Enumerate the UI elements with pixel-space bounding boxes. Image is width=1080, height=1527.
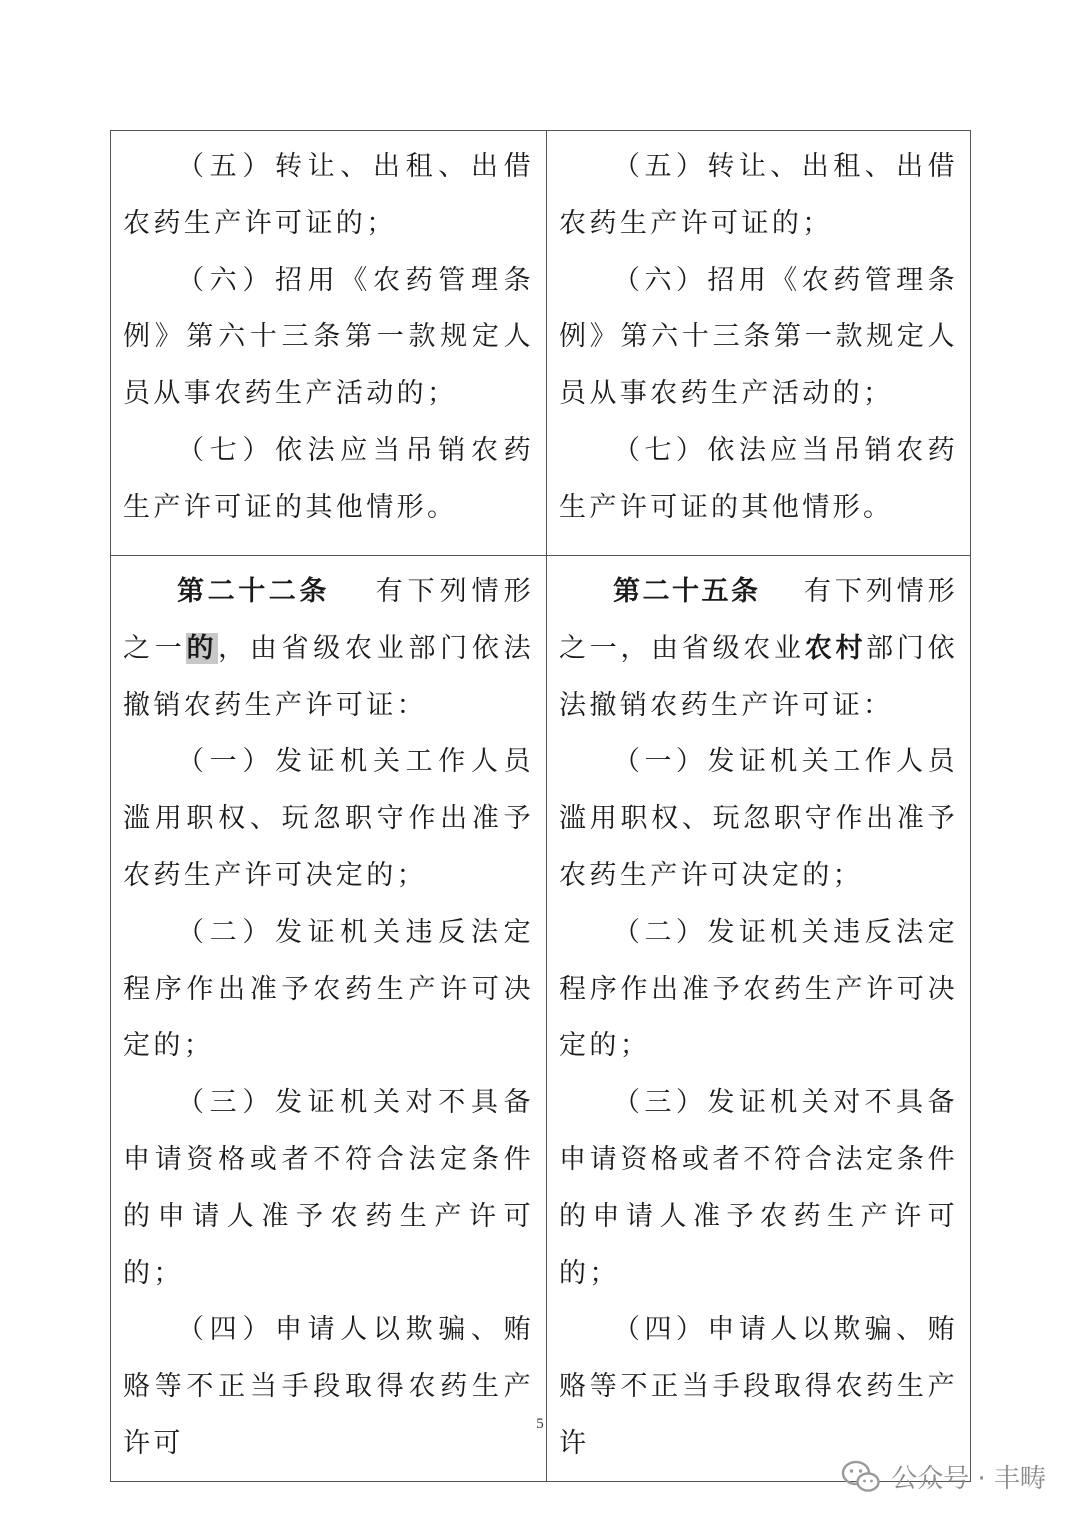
- article-intro: [559, 564, 958, 734]
- clause-item: （四）申请人以欺骗、贿赂等不正当手段取得农药生产许可: [123, 1314, 535, 1459]
- new-text-cell-lower: [547, 556, 971, 1482]
- clause-item: （五）转让、出租、出借农药生产许可证的；: [123, 151, 535, 239]
- new-text-cell-upper: [547, 131, 971, 556]
- article-intro-text-cont: 部门依法撤销农药生产许可证：: [559, 632, 958, 721]
- clause-item: （七）依法应当吊销农药生产许可证的其他情形。: [123, 434, 535, 523]
- clause-item: （六）招用《农药管理条例》第六十三条第一款规定人员从事农药生产活动的；: [123, 264, 535, 410]
- clause-item: （三）发证机关对不具备申请资格或者不符合法定条件的申请人准予农药生产许可的；: [123, 1087, 535, 1289]
- watermark-text: 公众号 · 丰畴: [891, 1464, 1046, 1494]
- old-text-cell-lower: [111, 556, 547, 1482]
- wechat-icon: [841, 1460, 881, 1494]
- table-row-lower: [111, 556, 971, 1482]
- watermark: [841, 1458, 1046, 1495]
- page-number: 5: [536, 1416, 544, 1432]
- clause-item: （七）依法应当吊销农药生产许可证的其他情形。: [559, 434, 958, 523]
- clause-item: （一）发证机关工作人员滥用职权、玩忽职守作出准予农药生产许可决定的；: [559, 746, 958, 891]
- old-text-cell-upper: [111, 131, 547, 556]
- clause-item: （一）发证机关工作人员滥用职权、玩忽职守作出准予农药生产许可决定的；: [123, 746, 535, 891]
- article-number: 第二十五条: [613, 576, 761, 607]
- table-row-upper: [111, 131, 971, 556]
- highlighted-deletion: 的: [186, 632, 219, 664]
- clause-item: （二）发证机关违反法定程序作出准予农药生产许可决定的；: [559, 916, 958, 1062]
- clause-item: （二）发证机关违反法定程序作出准予农药生产许可决定的；: [123, 916, 535, 1062]
- clause-item: （五）转让、出租、出借农药生产许可证的；: [559, 151, 958, 239]
- article-intro-text: 有下列情形之一，由省级农业: [559, 576, 958, 664]
- article-number: 第二十二条: [177, 576, 331, 607]
- bold-insertion: 农村: [804, 632, 867, 664]
- article-intro-text-cont: ，由省级农业部门依法撤销农药生产许可证：: [123, 632, 535, 721]
- clause-item: （六）招用《农药管理条例》第六十三条第一款规定人员从事农药生产活动的；: [559, 264, 958, 410]
- article-intro-text: 有下列情形之一: [123, 576, 535, 664]
- clause-item: （三）发证机关对不具备申请资格或者不符合法定条件的申请人准予农药生产许可的；: [559, 1087, 958, 1289]
- comparison-table: [110, 130, 971, 1482]
- article-intro: [123, 564, 534, 734]
- clause-item: （四）申请人以欺骗、贿赂等不正当手段取得农药生产许: [559, 1314, 958, 1459]
